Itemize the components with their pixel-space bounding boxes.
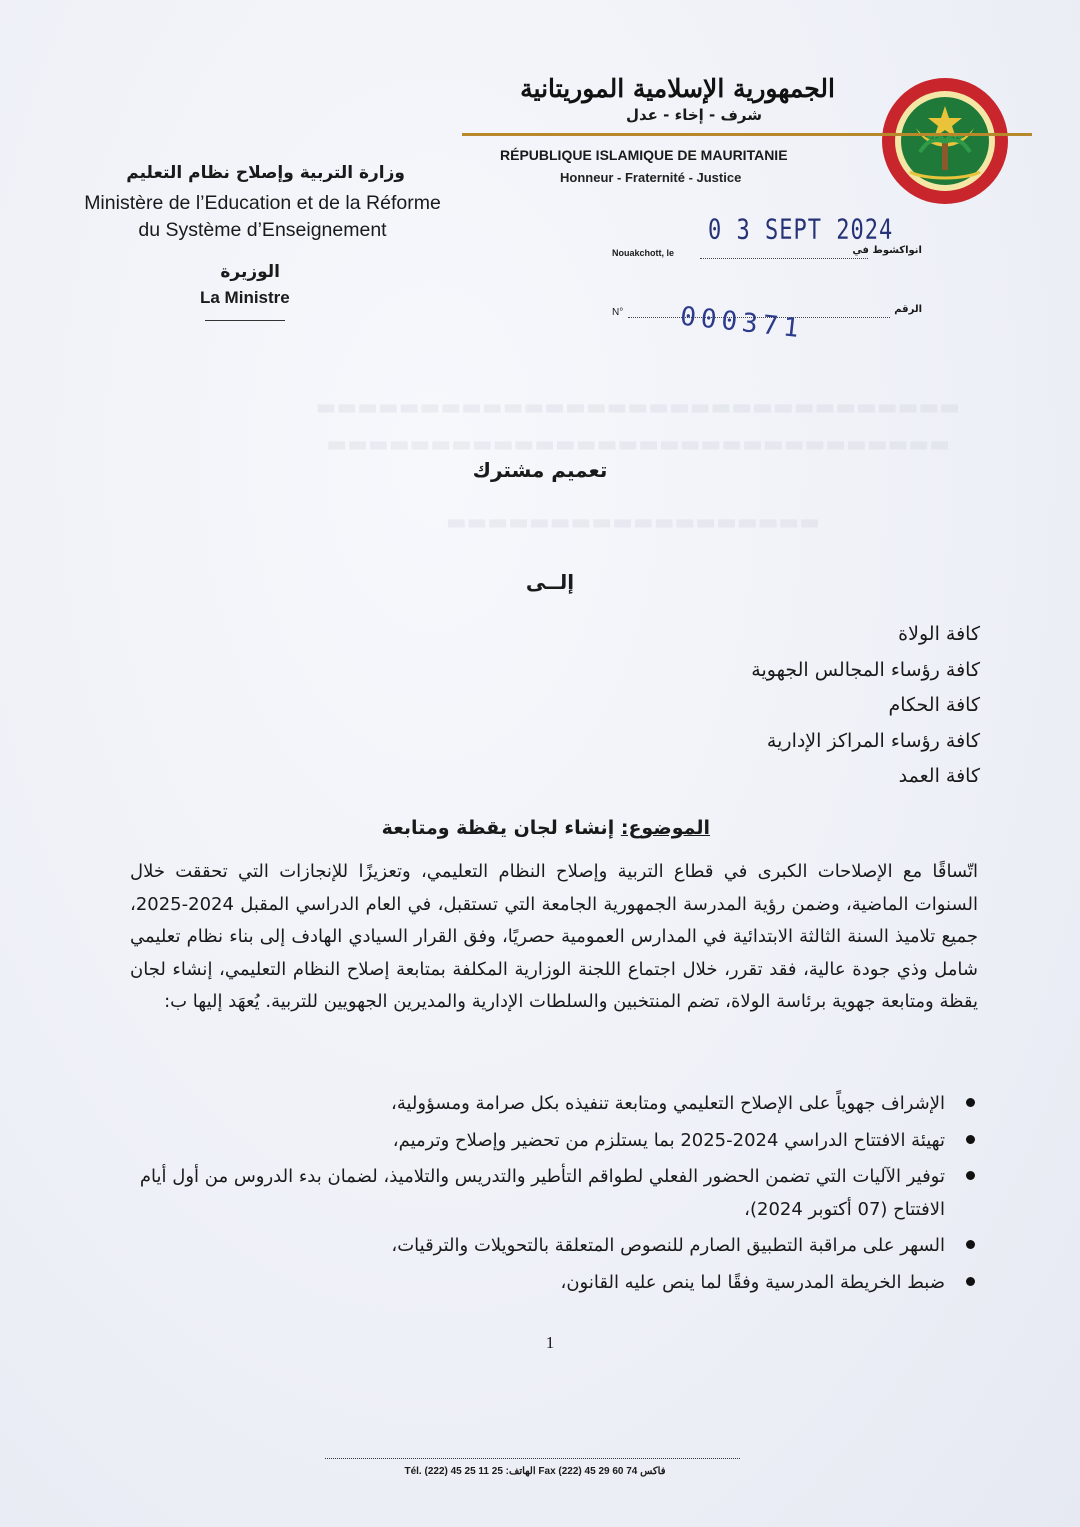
number-label-french: N° xyxy=(612,307,624,318)
country-name-french: RÉPUBLIQUE ISLAMIQUE DE MAURITANIE xyxy=(500,147,788,163)
bullet-icon xyxy=(966,1098,975,1107)
date-line xyxy=(612,245,922,266)
recipient-item: كافة الولاة xyxy=(898,623,980,645)
show-through-text: ▬▬▬▬▬▬▬▬▬▬▬▬▬▬▬▬▬▬▬▬▬▬▬▬▬▬▬▬▬▬▬ xyxy=(315,395,960,420)
task-item xyxy=(130,1125,945,1158)
task-list xyxy=(130,1088,945,1303)
page-number: 1 xyxy=(545,1333,555,1352)
ministry-name-french-line1: Ministère de l’Education et de la Réforme xyxy=(84,192,441,214)
document-title: تعميم مشترك xyxy=(472,458,608,482)
task-item xyxy=(130,1161,945,1226)
body-paragraph: اتّساقًا مع الإصلاحات الكبرى في قطاع التربية وإصلاح النظام التعليمي، وتعزيزًا للإنجازات التي تحققت خلال السنوات الماضية، وضمن رؤية المدرسة الجمهورية الجامعة التي تستقبل، في العام الدراسي المقبل 2024-2025، جميع تلاميذ السنة الثالثة الابتدائية في المدارس العمومية حصريًا، وفق القرار السيادي الهادف إلى بناء نظام تعليمي شامل وذي جودة عالية، فقد تقرر، خلال اجتماع اللجنة الوزارية المكلفة بمتابعة إصلاح النظام التعليمي، إنشاء لجان يقظة ومتابعة جهوية برئاسة الولاة، تضم المنتخبين والسلطات الإدارية والمديرين الجهويين للتربية. يُعهَد إليها ب: xyxy=(130,861,978,1012)
date-label-arabic: انواكشوط في xyxy=(852,245,922,256)
task-text: توفير الآليات التي تضمن الحضور الفعلي لطواقم التأطير والتدريس والتلاميذ، لضمان بدء الدروس من أول أيام الافتتاح (07 أكتوبر 2024)، xyxy=(139,1166,945,1220)
task-text: ضبط الخريطة المدرسية وفقًا لما ينص عليه القانون، xyxy=(560,1271,945,1293)
recipient-list xyxy=(580,617,980,795)
addressee-label: إلــى xyxy=(525,570,575,594)
country-name-arabic: الجمهورية الإسلامية الموريتانية xyxy=(520,74,835,103)
footer-contact: Tél. (222) 45 25 11 25 :الهاتف Fax (222) 45 29 60 74 فاكس xyxy=(404,1466,666,1477)
national-emblem-icon xyxy=(880,76,1010,206)
ministry-name-arabic: وزارة التربية وإصلاح نظام التعليم xyxy=(126,163,405,183)
bullet-icon xyxy=(966,1135,975,1144)
task-item xyxy=(130,1230,945,1263)
ministry-name-french-line2: du Système d’Enseignement xyxy=(138,219,387,241)
motto-french: Honneur - Fraternité - Justice xyxy=(560,170,742,185)
header-divider xyxy=(462,133,1032,136)
subject-label: الموضوع: xyxy=(620,817,710,839)
task-item xyxy=(130,1267,945,1300)
number-stamp: 000371 xyxy=(678,301,806,345)
number-label-arabic: الرقم xyxy=(894,304,922,315)
show-through-text: ▬▬▬▬▬▬▬▬▬▬▬▬▬▬▬▬▬▬ xyxy=(445,510,820,535)
date-label-french: Nouakchott, le xyxy=(612,248,675,258)
subject-text: إنشاء لجان يقظة ومتابعة xyxy=(381,817,615,839)
date-stamp: 0 3 SEPT 2024 xyxy=(708,214,894,247)
minister-title-french: La Ministre xyxy=(200,288,290,307)
task-text: السهر على مراقبة التطبيق الصارم للنصوص المتعلقة بالتحويلات والترقيات، xyxy=(391,1235,945,1256)
task-text: تهيئة الافتتاح الدراسي 2024-2025 بما يستلزم من تحضير وإصلاح وترميم، xyxy=(392,1129,945,1151)
bullet-icon xyxy=(966,1277,975,1286)
recipient-item: كافة رؤساء المراكز الإدارية xyxy=(766,729,980,752)
subject-line xyxy=(310,817,710,839)
recipient-item: كافة الحكام xyxy=(888,694,980,716)
minister-underline xyxy=(205,320,285,321)
ministry-name-french xyxy=(50,190,475,244)
recipient-item: كافة العمد xyxy=(898,765,980,787)
show-through-text: ▬▬▬▬▬▬▬▬▬▬▬▬▬▬▬▬▬▬▬▬▬▬▬▬▬▬▬▬▬▬ xyxy=(326,432,950,457)
task-text: الإشراف جهوياً على الإصلاح التعليمي ومتابعة تنفيذه بكل صرامة ومسؤولية، xyxy=(391,1093,945,1114)
date-dotted-line xyxy=(700,258,868,259)
task-item xyxy=(130,1088,945,1121)
bullet-icon xyxy=(966,1240,975,1249)
bullet-icon xyxy=(966,1171,975,1180)
motto-arabic: شرف - إخاء - عدل xyxy=(625,106,762,124)
recipient-item: كافة رؤساء المجالس الجهوية xyxy=(751,658,980,681)
minister-title-arabic: الوزيرة xyxy=(220,262,280,282)
footer-divider xyxy=(325,1458,740,1459)
